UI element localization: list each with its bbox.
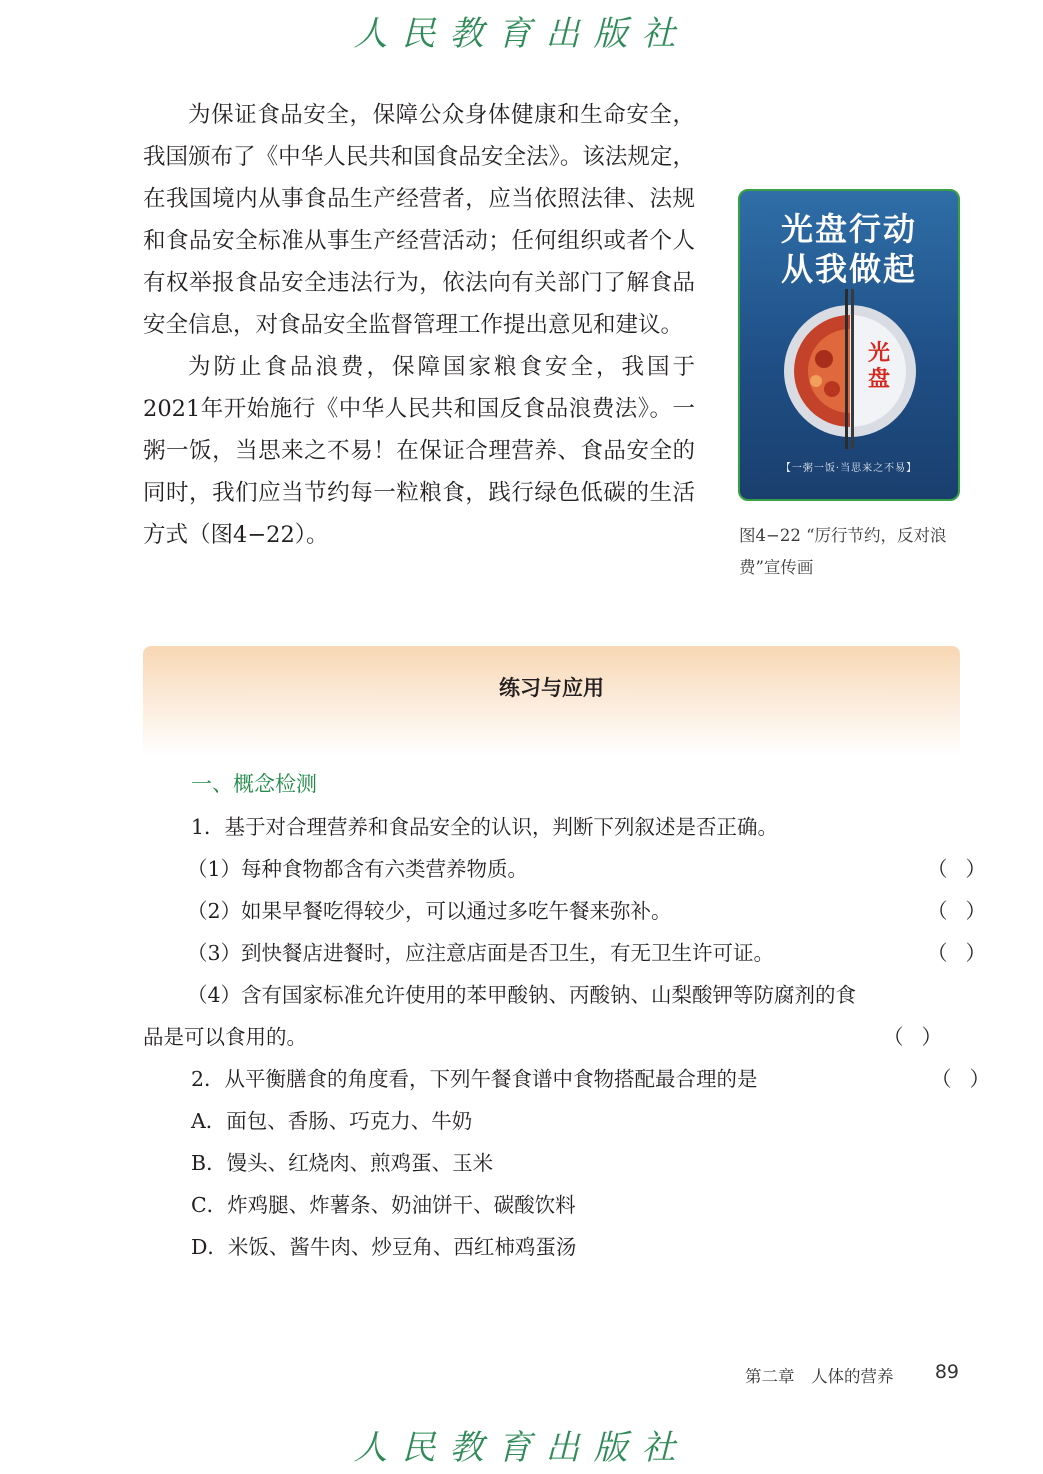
paragraph-anti-food-waste-law: 为防止食品浪费，保障国家粮食安全，我国于2021年开始施行《中华人民共和国反食品浪费法》。一粥一饭，当思来之不易！在保证合理营养、食品安全的同时，我们应当节约每一粒粮食，践行绿色低碳的生活方式（图4−22）。 (143, 354, 695, 548)
practice-header-band (143, 646, 960, 756)
answer-blank: （） (927, 941, 1004, 965)
option-c: C．炸鸡腿、炸薯条、奶油饼干、碳酸饮料 (191, 1193, 576, 1217)
plate-illustration (780, 289, 920, 449)
answer-blank: （） (927, 857, 1004, 881)
answer-blank: （） (883, 1025, 960, 1049)
body-text (143, 94, 695, 556)
section-heading: 一、概念检测 (191, 772, 317, 796)
poster-title: 光盘行动 从我做起 (780, 210, 917, 288)
chapter-label: 第二章 人体的营养 (745, 1367, 894, 1386)
question-1: 1．基于对合理营养和食品安全的认识，判断下列叙述是否正确。 (191, 815, 779, 839)
question-1-item-4-line-1: （4）含有国家标准允许使用的苯甲酸钠、丙酸钠、山梨酸钾等防腐剂的食 (187, 983, 857, 1007)
question-1-item-1: （1）每种食物都含有六类营养物质。 （） (143, 848, 1004, 890)
question-1-item-4-line-2: 品是可以食用的。 （） (143, 1016, 960, 1058)
publisher-watermark-bottom: 人民教育出版社 (353, 1428, 690, 1468)
question-1-item-3: （3）到快餐店进餐时，应注意店面是否卫生，有无卫生许可证。 （） (143, 932, 1004, 974)
option-a: A．面包、香肠、巧克力、牛奶 (191, 1109, 473, 1133)
figure-caption: 图4−22 “厉行节约，反对浪费”宣传画 (739, 526, 947, 577)
question-2: 2．从平衡膳食的角度看，下列午餐食谱中食物搭配最合理的是 （） (143, 1058, 1008, 1100)
paragraph-food-safety-law: 为保证食品安全，保障公众身体健康和生命安全，我国颁布了《中华人民共和国食品安全法》。该法规定，在我国境内从事食品生产经营者，应当依照法律、法规和食品安全标准从事生产经营活动；任何组织或者个人有权举报食品安全违法行为，依法向有关部门了解食品安全信息，对食品安全监督管理工作提出意见和建议。 (143, 102, 695, 338)
answer-blank: （） (931, 1067, 1008, 1091)
answer-blank: （） (927, 899, 1004, 923)
poster-slogan: 【一粥一饭·当思来之不易】 (780, 463, 918, 474)
clean-plate-poster (738, 189, 960, 501)
option-d: D．米饭、酱牛肉、炒豆角、西红柿鸡蛋汤 (191, 1235, 577, 1259)
publisher-watermark-top: 人民教育出版社 (353, 14, 690, 54)
option-b: B．馒头、红烧肉、煎鸡蛋、玉米 (191, 1151, 494, 1175)
question-1-item-2: （2）如果早餐吃得较少，可以通过多吃午餐来弥补。 （） (143, 890, 1004, 932)
page-footer (745, 1363, 959, 1387)
page-number: 89 (934, 1361, 959, 1383)
practice-title: 练习与应用 (499, 676, 604, 700)
poster-stamp: 光盘 (867, 341, 890, 392)
